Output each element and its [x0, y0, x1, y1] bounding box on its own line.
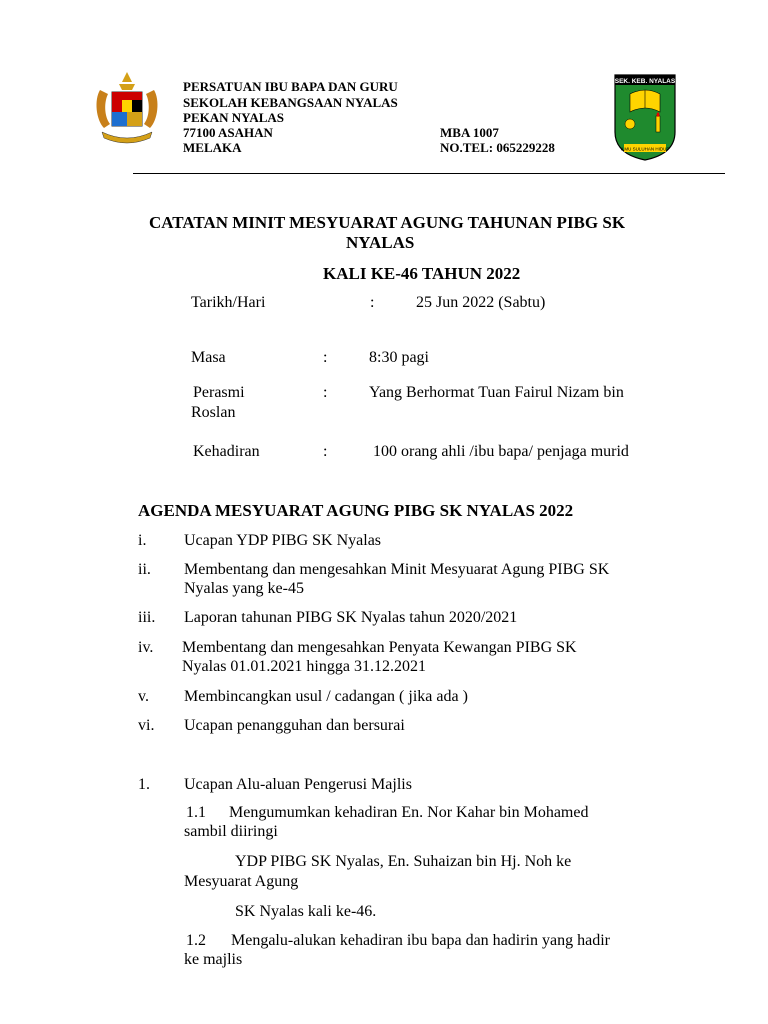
agenda-item-number: i. — [138, 532, 147, 549]
detail-officiator-label2: Roslan — [191, 404, 236, 421]
registration-number: MBA 1007 — [440, 125, 499, 140]
school-name: SEKOLAH KEBANGSAAN NYALAS — [183, 95, 398, 110]
agenda-item-number: vi. — [138, 717, 155, 734]
phone-number: NO.TEL: 065229228 — [440, 140, 555, 155]
agenda-item-text: Laporan tahunan PIBG SK Nyalas tahun 2020/2021 — [184, 609, 518, 626]
detail-officiator-label: Perasmi — [193, 384, 245, 401]
agenda-item-text: Membentang dan mengesahkan Penyata Kewangan PIBG SK — [182, 639, 577, 656]
agenda-heading: AGENDA MESYUARAT AGUNG PIBG SK NYALAS 2022 — [138, 501, 574, 520]
agenda-item-number: iii. — [138, 609, 156, 626]
state-line: MELAKA — [183, 140, 242, 155]
detail-date-value: 25 Jun 2022 (Sabtu) — [416, 294, 546, 311]
postcode-line: 77100 ASAHAN — [183, 125, 273, 140]
agenda-item-number: iv. — [138, 639, 154, 656]
org-name: PERSATUAN IBU BAPA DAN GURU — [183, 79, 398, 94]
detail-date-sep: : — [370, 294, 375, 311]
agenda-item-text: Ucapan YDP PIBG SK Nyalas — [184, 532, 382, 549]
detail-time-label: Masa — [191, 349, 226, 366]
detail-attendance-label: Kehadiran — [193, 443, 260, 460]
agenda-item-text: Membentang dan mengesahkan Minit Mesyuarat Agung PIBG SK — [184, 561, 610, 578]
subsection-text: YDP PIBG SK Nyalas, En. Suhaizan bin Hj. Noh ke — [235, 853, 572, 870]
agenda-item-number: ii. — [138, 561, 151, 578]
detail-time-sep: : — [323, 349, 328, 366]
detail-officiator-value: Yang Berhormat Tuan Fairul Nizam bin — [369, 384, 624, 401]
agenda-item-number: v. — [138, 688, 149, 705]
agenda-item-text: Nyalas yang ke-45 — [184, 580, 304, 597]
school-crest-logo — [612, 72, 678, 162]
coat-of-arms-logo — [92, 70, 162, 150]
agenda-item-text: Membincangkan usul / cadangan ( jika ada ) — [184, 688, 468, 705]
section-number: 1. — [138, 776, 150, 793]
agenda-item-text: Nyalas 01.01.2021 hingga 31.12.2021 — [182, 658, 426, 675]
header-divider — [133, 173, 725, 174]
detail-date-label: Tarikh/Hari — [191, 294, 266, 311]
subsection-text: Mengalu-alukan kehadiran ibu bapa dan hadirin yang hadir — [231, 932, 610, 949]
subsection-text: ke majlis — [184, 951, 243, 968]
detail-officiator-sep: : — [323, 384, 328, 401]
minutes-title-line2: NYALAS — [346, 233, 415, 252]
school-crest-top-text: SEK. KEB. NYALAS — [614, 78, 676, 85]
minutes-title-line3: KALI KE-46 TAHUN 2022 — [323, 264, 521, 283]
detail-attendance-sep: : — [323, 443, 328, 460]
school-crest-motto: ILMU SULUHAN HIDUP — [620, 146, 670, 152]
detail-time-value: 8:30 pagi — [369, 349, 429, 366]
town-name: PEKAN NYALAS — [183, 110, 285, 125]
section-heading: Ucapan Alu-aluan Pengerusi Majlis — [184, 776, 412, 793]
subsection-text: sambil diiringi — [184, 823, 278, 840]
minutes-title-line1: CATATAN MINIT MESYUARAT AGUNG TAHUNAN PIBG SK — [149, 213, 626, 232]
subsection-text: SK Nyalas kali ke-46. — [235, 903, 377, 920]
subsection-number: 1.1 — [186, 804, 206, 821]
agenda-item-text: Ucapan penangguhan dan bersurai — [184, 717, 405, 734]
subsection-text: Mengumumkan kehadiran En. Nor Kahar bin Mohamed — [229, 804, 589, 821]
subsection-number: 1.2 — [186, 932, 206, 949]
detail-attendance-value: 100 orang ahli /ibu bapa/ penjaga murid — [373, 443, 629, 460]
subsection-text: Mesyuarat Agung — [184, 873, 299, 890]
